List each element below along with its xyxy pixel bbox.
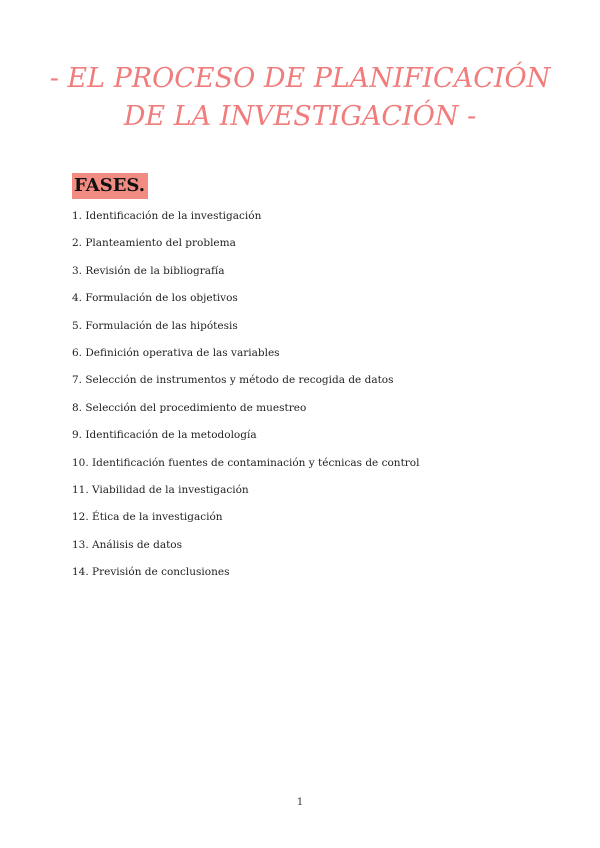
phase-item: 9. Identificación de la metodología [72, 429, 257, 442]
phase-item: 2. Planteamiento del problema [72, 237, 236, 250]
page-number: 1 [296, 797, 304, 808]
phase-list [72, 209, 420, 592]
document-title [0, 60, 600, 136]
phase-item: 10. Identificación fuentes de contaminación y técnicas de control [72, 456, 420, 469]
phase-item: 6. Definición operativa de las variables [72, 346, 280, 359]
title-line-2: DE LA INVESTIGACIÓN - [123, 101, 477, 132]
phase-item: 4. Formulación de los objetivos [72, 292, 238, 305]
section-heading-fases: FASES. [72, 173, 148, 199]
phase-item: 8. Selección del procedimiento de muestreo [72, 401, 307, 414]
phase-item: 13. Análisis de datos [72, 538, 183, 551]
phase-item: 11. Viabilidad de la investigación [72, 483, 249, 496]
title-line-1: - EL PROCESO DE PLANIFICACIÓN [49, 63, 551, 94]
phase-item: 3. Revisión de la bibliografía [72, 264, 225, 277]
phase-item: 5. Formulación de las hipótesis [72, 319, 238, 332]
phase-item: 1. Identificación de la investigación [72, 210, 262, 222]
phase-item: 12. Ética de la investigación [72, 511, 223, 524]
phase-item: 14. Previsión de conclusiones [72, 566, 230, 579]
phase-item: 7. Selección de instrumentos y método de recogida de datos [72, 374, 394, 387]
